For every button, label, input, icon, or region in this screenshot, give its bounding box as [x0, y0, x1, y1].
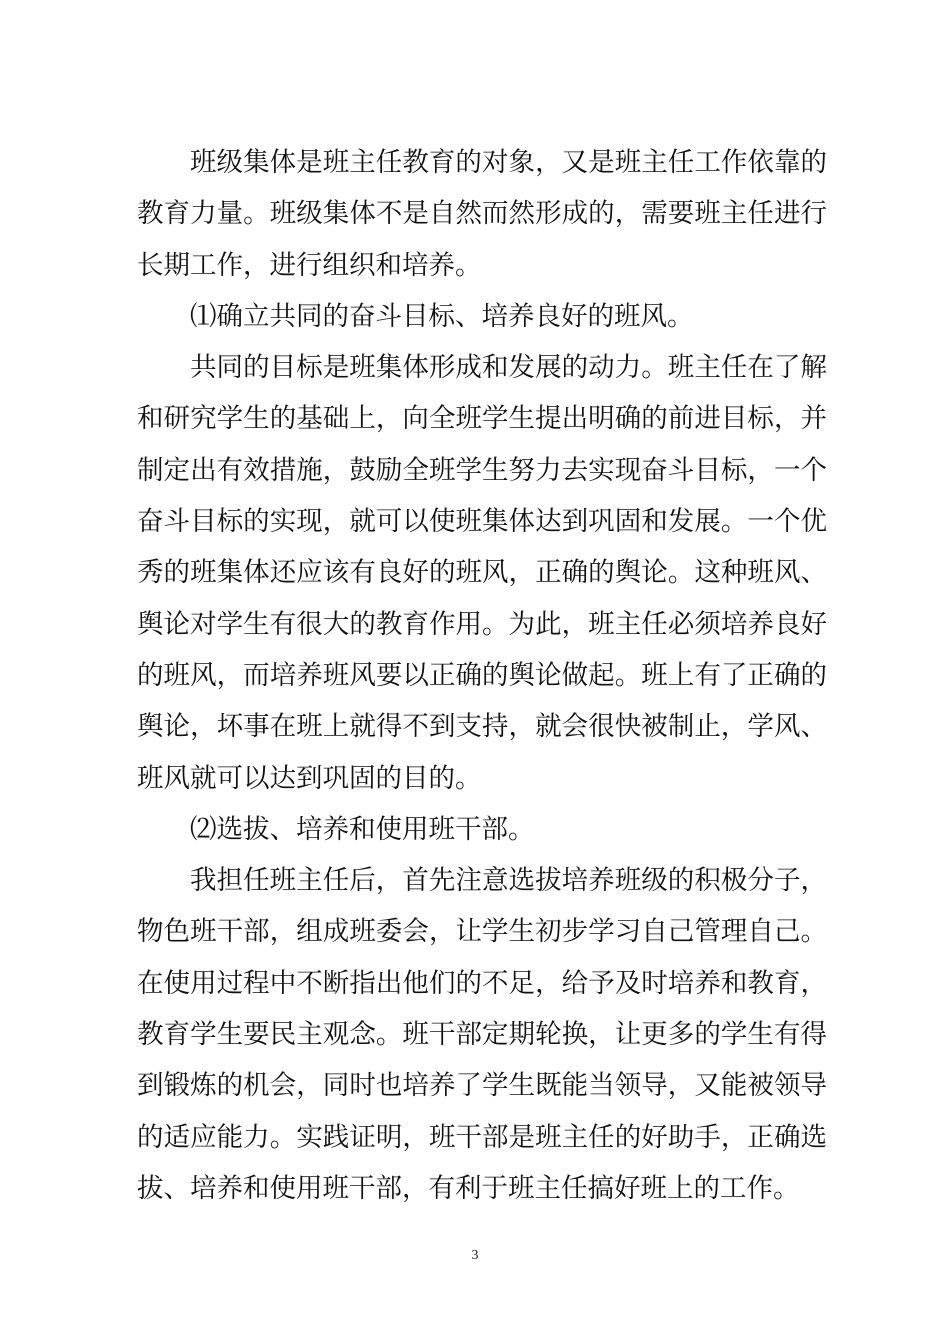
body-text: [137, 137, 827, 1214]
paragraph-intro: 班级集体是班主任教育的对象，又是班主任工作依靠的教育力量。班级集体不是自然而然形成的，需要班主任进行长期工作，进行组织和培养。: [137, 147, 827, 281]
page-number: 3: [471, 1248, 479, 1263]
paragraph-class-cadres: 我担任班主任后，首先注意选拔培养班级的积极分子，物色班干部，组成班委会，让学生初步学习自己管理自己。在使用过程中不断指出他们的不足，给予及时培养和教育，教育学生要民主观念。班干部定期轮换，让更多的学生有得到锻炼的机会，同时也培养了学生既能当领导，又能被领导的适应能力。实践证明，班干部是班主任的好助手，正确选拔、培养和使用班干部，有利于班主任搞好班上的工作。: [137, 865, 827, 1204]
paragraph-goal-and-class-spirit: 共同的目标是班集体形成和发展的动力。班主任在了解和研究学生的基础上，向全班学生提出明确的前进目标，并制定出有效措施，鼓励全班学生努力去实现奋斗目标，一个奋斗目标的实现，就可以使班集体达到巩固和发展。一个优秀的班集体还应该有良好的班风，正确的舆论。这种班风、舆论对学生有很大的教育作用。为此，班主任必须培养良好的班风，而培养班风要以正确的舆论做起。班上有了正确的舆论，坏事在班上就得不到支持，就会很快被制止，学风、班风就可以达到巩固的目的。: [137, 352, 827, 794]
heading-class-cadres: ⑵选拔、培养和使用班干部。: [190, 813, 535, 845]
heading-goal-and-class-spirit: ⑴确立共同的奋斗目标、培养良好的班风。: [190, 300, 694, 332]
